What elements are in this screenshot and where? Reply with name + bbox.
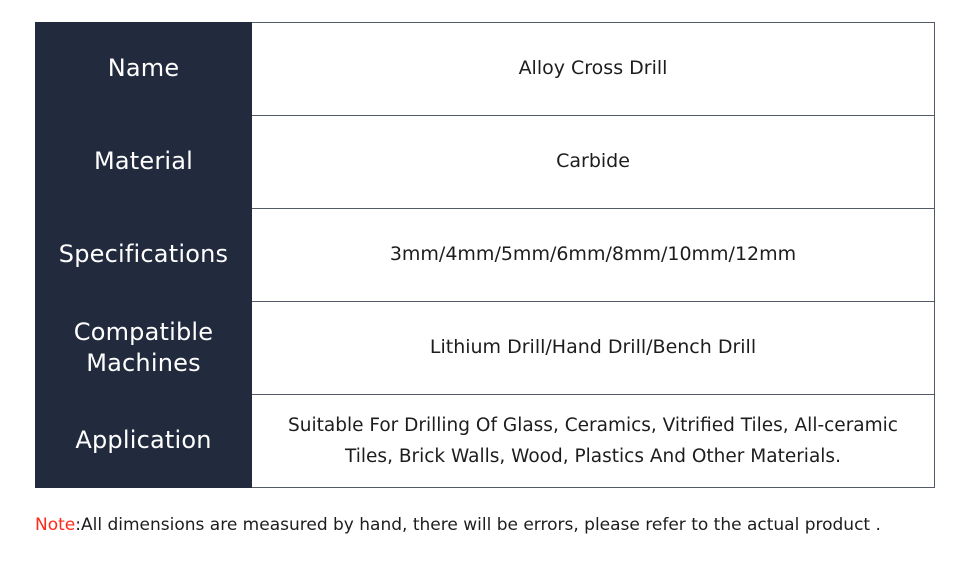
row-label-material: Material bbox=[36, 116, 252, 209]
table-row bbox=[36, 302, 935, 395]
note-line bbox=[35, 514, 935, 536]
row-value-name bbox=[252, 23, 935, 116]
row-value-compatible-machines bbox=[252, 302, 935, 395]
table-row bbox=[36, 395, 935, 488]
row-value-application bbox=[252, 395, 935, 488]
table-row bbox=[36, 209, 935, 302]
row-label-compatible-machines: Compatible Machines bbox=[36, 302, 252, 395]
note-separator: : bbox=[75, 515, 81, 535]
note-text: All dimensions are measured by hand, there will be errors, please refer to the actual product . bbox=[80, 515, 881, 535]
row-value-application-text: Suitable For Drilling Of Glass, Ceramics, Vitrified Tiles, All-ceramic Tiles, Brick Walls, Wood, Plastics And Other Materials. bbox=[288, 414, 898, 467]
table-row bbox=[36, 116, 935, 209]
row-value-name-text: Alloy Cross Drill bbox=[518, 57, 668, 80]
row-value-specifications bbox=[252, 209, 935, 302]
specification-table bbox=[35, 22, 935, 488]
row-label-specifications: Specifications bbox=[36, 209, 252, 302]
row-value-material bbox=[252, 116, 935, 209]
table-row bbox=[36, 23, 935, 116]
row-value-compatible-machines-text: Lithium Drill/Hand Drill/Bench Drill bbox=[429, 336, 757, 359]
row-value-specifications-text: 3mm/4mm/5mm/6mm/8mm/10mm/12mm bbox=[389, 243, 797, 266]
row-value-material-text: Carbide bbox=[556, 150, 630, 173]
row-label-name: Name bbox=[36, 23, 252, 116]
row-label-application: Application bbox=[36, 395, 252, 488]
specification-table-body bbox=[36, 23, 935, 488]
note-label: Note bbox=[35, 515, 76, 535]
